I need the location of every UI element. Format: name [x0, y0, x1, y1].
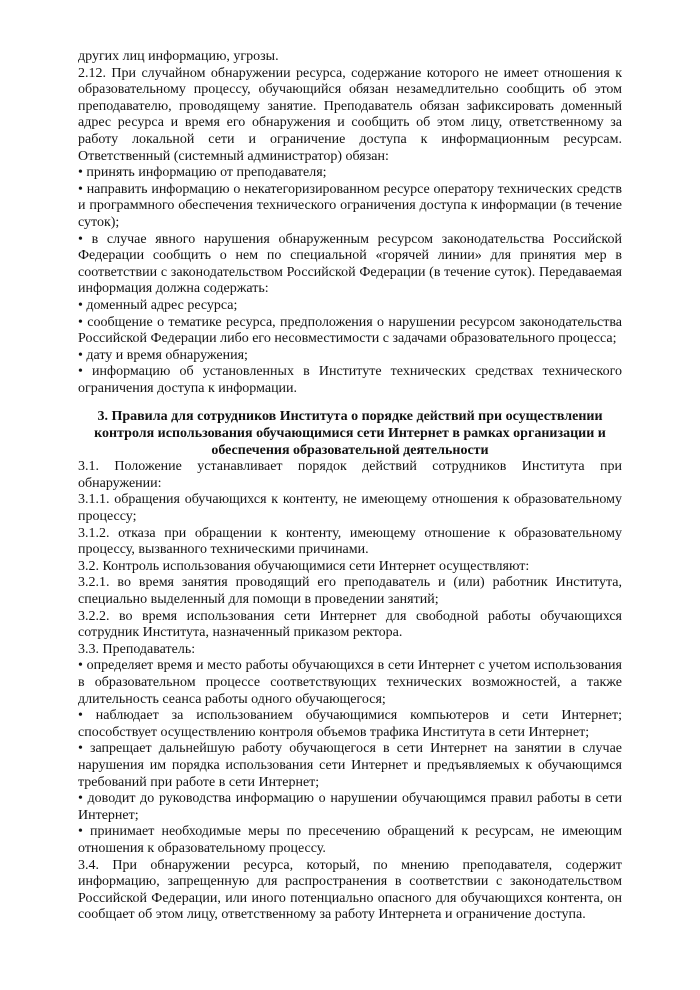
clause-3-4: 3.4. При обнаружении ресурса, который, по мнению преподавателя, содержит информацию, запрещенную для распространения в соответствии с законодательством Российской Федерации, или иного потенциально опасного для обучающихся контента, он сообщает об этом лицу, ответственному за работу Интернета и ограничение доступа. — [78, 857, 622, 923]
paragraph-continuation: других лиц информацию, угрозы. — [78, 49, 279, 64]
bullet-item: • доводит до руководства информацию о нарушении обучающимся правил работы в сети Интернет; — [78, 791, 622, 823]
bullet-item: • принять информацию от преподавателя; — [78, 165, 327, 181]
clause-2-12: 2.12. При случайном обнаружении ресурса, содержание которого не имеет отношения к образовательному процессу, обучающийся обязан незамедлительно сообщить об этом преподавателю, проводящему занятие. Преподаватель обязан зафиксировать доменный адрес ресурса и время его обнаружения и сообщить об этом лицу, ответственному за работу локальной сети и ограничение доступа к информационным ресурсам. Ответственный (системный администратор) обязан: — [78, 65, 622, 164]
bullet-item: • принимает необходимые меры по пресечению обращений к ресурсам, не имеющим отношения к образовательному процессу. — [78, 824, 622, 856]
section-3-heading: 3. Правила для сотрудников Института о порядке действий при осуществлении контроля использования обучающимися сети Интернет в рамках организации и обеспечения образовательной деятельности — [94, 409, 606, 458]
bullet-item: • сообщение о тематике ресурса, предположения о нарушении ресурсом законодательства Российской Федерации либо его несовместимости с задачами образовательного процесса; — [78, 314, 622, 347]
bullet-item: • наблюдает за использованием обучающимися компьютеров и сети Интернет; способствует осуществлению контроля объемов трафика Института в сети Интернет; — [78, 708, 622, 740]
bullet-item: • информацию об установленных в Институте технических средствах технического ограничения доступа к информации. — [78, 364, 622, 396]
bullet-item: • определяет время и место работы обучающихся в сети Интернет с учетом использования в образовательном процессе соответствующих технических возможностей, а также длительность сеанса работы одного обучающегося; — [78, 658, 622, 707]
bullet-item: • доменный адрес ресурса; — [78, 297, 238, 313]
document-content — [78, 49, 622, 924]
bullet-item: • запрещает дальнейшую работу обучающегося в сети Интернет на занятии в случае нарушения им порядка использования сети Интернет и предъявляемых к обучающимся требований при работе в сети Интернет; — [78, 741, 622, 790]
bullet-item: • в случае явного нарушения обнаруженным ресурсом законодательства Российской Федерации сообщить о нем по специальной «горячей линии» для принятия мер в соответствии с законодательством Российской Федерации (в течение суток). Передаваемая информация должна содержать: — [78, 231, 622, 297]
clause-3-1-1: 3.1.1. обращения обучающихся к контенту, не имеющему отношения к образовательному процессу; — [78, 492, 622, 525]
clause-3-1-2: 3.1.2. отказа при обращении к контенту, имеющему отношение к образовательному процессу, вызванного техническими причинами. — [78, 525, 622, 558]
clause-3-2: 3.2. Контроль использования обучающимися сети Интернет осуществляют: — [78, 558, 530, 574]
bullet-item: • дату и время обнаружения; — [78, 347, 248, 363]
clause-3-1: 3.1. Положение устанавливает порядок действий сотрудников Института при обнаружении: — [78, 459, 622, 491]
bullet-item: • направить информацию о некатегоризированном ресурсе оператору технических средств и программного обеспечения технического ограничения доступа к информации (в течение суток); — [78, 181, 622, 230]
clause-3-2-1: 3.2.1. во время занятия проводящий его преподаватель и (или) работник Института, специально выделенный для помощи в проведении занятий; — [78, 575, 622, 607]
clause-3-3: 3.3. Преподаватель: — [78, 641, 196, 657]
clause-3-2-2: 3.2.2. во время использования сети Интернет для свободной работы обучающихся сотрудник Института, назначенный приказом ректора. — [78, 608, 622, 641]
